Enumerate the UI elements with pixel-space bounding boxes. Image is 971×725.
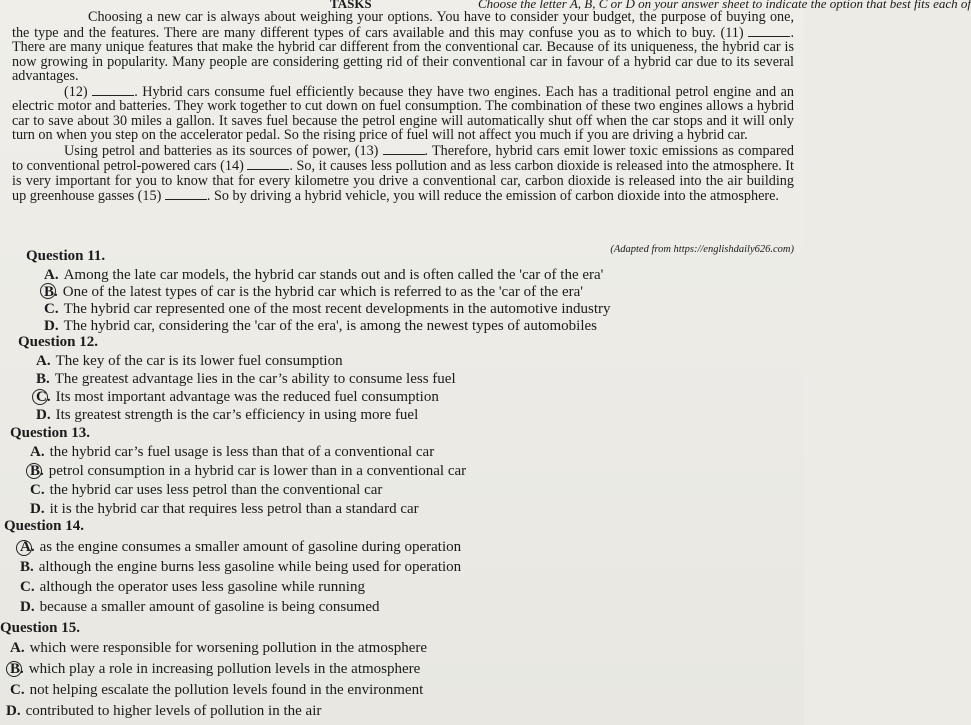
q14-option-c[interactable] xyxy=(20,579,365,596)
q11-option-b[interactable] xyxy=(44,284,583,301)
blank-13 xyxy=(383,143,425,155)
q12-option-b[interactable] xyxy=(36,371,456,388)
q11-option-d[interactable] xyxy=(44,318,597,335)
question-15-label: Question 15. xyxy=(0,620,81,636)
option-letter: A. xyxy=(36,353,51,369)
option-text: it is the hybrid car that requires less petrol than a standard car xyxy=(49,501,419,517)
header-left-fragment: TASKS xyxy=(330,0,372,11)
q15-option-c[interactable] xyxy=(10,682,423,699)
answer-circle-mark xyxy=(26,463,42,479)
option-letter: A. xyxy=(20,539,35,555)
q14-option-a[interactable] xyxy=(20,539,461,556)
option-letter: B. xyxy=(10,661,24,677)
option-letter: D. xyxy=(30,501,45,517)
option-letter: D. xyxy=(36,407,51,423)
option-text: Among the late car models, the hybrid car stands out and is often called the 'car of the era' xyxy=(63,267,604,283)
answer-circle-mark xyxy=(6,661,22,677)
option-letter: C. xyxy=(30,482,45,498)
option-letter: C. xyxy=(10,682,25,698)
q12-option-a[interactable] xyxy=(36,353,343,370)
q13-option-d[interactable] xyxy=(30,501,419,518)
option-text: as the engine consumes a smaller amount of gasoline during operation xyxy=(39,539,462,555)
q12-option-c[interactable] xyxy=(36,389,439,406)
q13-option-c[interactable] xyxy=(30,482,382,499)
q13-option-b[interactable] xyxy=(30,463,466,480)
blank-11 xyxy=(748,25,790,37)
option-text: One of the latest types of car is the hybrid car which is referred to as the 'car of the era' xyxy=(62,284,583,300)
option-text: not helping escalate the pollution levels found in the environment xyxy=(29,682,424,698)
option-text: petrol consumption in a hybrid car is lower than in a conventional car xyxy=(48,463,467,479)
answer-circle-mark xyxy=(32,389,48,405)
option-text: The greatest advantage lies in the car’s ability to consume less fuel xyxy=(54,371,456,387)
question-12-label: Question 12. xyxy=(18,334,99,350)
q15-option-a[interactable] xyxy=(10,640,427,657)
answer-circle-mark xyxy=(40,283,56,299)
question-14-label: Question 14. xyxy=(4,518,85,534)
passage-paragraph-3: Using petrol and batteries as its sources of power, (13) . Therefore, hybrid cars emit lower toxic emissions as compared to conventional petrol-powered cars (14) . So, it causes less pollution and as less carbon dioxide is released into the atmosphere. It is very important for you to know that for every kilometre you drive a conventional car, carbon dioxide is released into the air building up greenhouse gasses (15) . So by driving a hybrid vehicle, you will reduce the emission of carbon dioxide into the atmosphere. xyxy=(12,142,794,204)
option-letter: B. xyxy=(30,463,44,479)
q15-option-d[interactable] xyxy=(6,703,321,720)
blank-14 xyxy=(247,158,289,170)
passage-paragraph-1: Choosing a new car is always about weighing your options. You have to consider your budget, the purpose of buying one, the type and the features. There are many different types of cars available and this may confuse you as to which to buy. (11) . There are many unique features that make the hybrid car different from the conventional car. Because of its uniqueness, the hybrid car is now growing in popularity. Many people are considering getting rid of their conventional car in favour of a hybrid car due to its several advantages. xyxy=(12,9,794,84)
option-letter: C. xyxy=(20,579,35,595)
passage-paragraph-2: (12) . Hybrid cars consume fuel efficiently because they have two engines. Each has a traditional petrol engine and an electric motor and batteries. They work together to cut down on fuel consumption. The combination of these two engines allows a hybrid car to save about 30 miles a gallon. It saves fuel because the petrol engine will automatically shut off when the car stops and it will only turn on when you step on the accelerator pedal. So the rising price of fuel will not affect you much if you are driving a hybrid car. xyxy=(12,83,794,143)
reading-passage xyxy=(12,10,794,204)
option-text: The key of the car is its lower fuel consumption xyxy=(55,353,343,369)
option-letter: D. xyxy=(44,318,59,334)
option-letter: B. xyxy=(44,284,58,300)
option-letter: A. xyxy=(30,444,45,460)
option-letter: A. xyxy=(44,267,59,283)
option-text: contributed to higher levels of pollution in the air xyxy=(25,703,322,719)
q13-option-a[interactable] xyxy=(30,444,434,461)
option-letter: B. xyxy=(20,559,34,575)
option-text: The hybrid car, considering the 'car of the era', is among the newest types of automobiles xyxy=(63,318,597,334)
option-letter: D. xyxy=(20,599,35,615)
option-text: Its greatest strength is the car’s efficiency in using more fuel xyxy=(55,407,419,423)
option-letter: D. xyxy=(6,703,21,719)
q12-option-d[interactable] xyxy=(36,407,418,424)
q15-option-b[interactable] xyxy=(10,661,420,678)
option-letter: A. xyxy=(10,640,25,656)
option-letter: C. xyxy=(36,389,51,405)
answer-circle-mark xyxy=(16,540,32,556)
header-instruction: Choose the letter A, B, C or D on your answer sheet to indicate the option that best fits each of xyxy=(478,0,971,11)
blank-12 xyxy=(92,84,134,96)
option-text: the hybrid car’s fuel usage is less than that of a conventional car xyxy=(49,444,435,460)
option-text: which play a role in increasing pollution levels in the atmosphere xyxy=(28,661,421,677)
option-text: The hybrid car represented one of the most recent developments in the automotive industry xyxy=(63,301,611,317)
blank-15 xyxy=(165,188,207,200)
option-text: although the engine burns less gasoline while being used for operation xyxy=(38,559,462,575)
q11-option-a[interactable] xyxy=(44,267,603,284)
q14-option-d[interactable] xyxy=(20,599,380,616)
option-text: although the operator uses less gasoline while running xyxy=(39,579,365,595)
option-text: which were responsible for worsening pollution in the atmosphere xyxy=(29,640,427,656)
question-13-label: Question 13. xyxy=(10,425,91,441)
q11-option-c[interactable] xyxy=(44,301,611,318)
q14-option-b[interactable] xyxy=(20,559,461,576)
option-text: the hybrid car uses less petrol than the conventional car xyxy=(49,482,383,498)
option-letter: B. xyxy=(36,371,50,387)
source-citation: (Adapted from https://englishdaily626.com) xyxy=(610,244,794,255)
option-text: Its most important advantage was the reduced fuel consumption xyxy=(55,389,439,405)
question-11-label: Question 11. xyxy=(26,248,106,264)
option-letter: C. xyxy=(44,301,59,317)
option-text: because a smaller amount of gasoline is being consumed xyxy=(39,599,380,615)
